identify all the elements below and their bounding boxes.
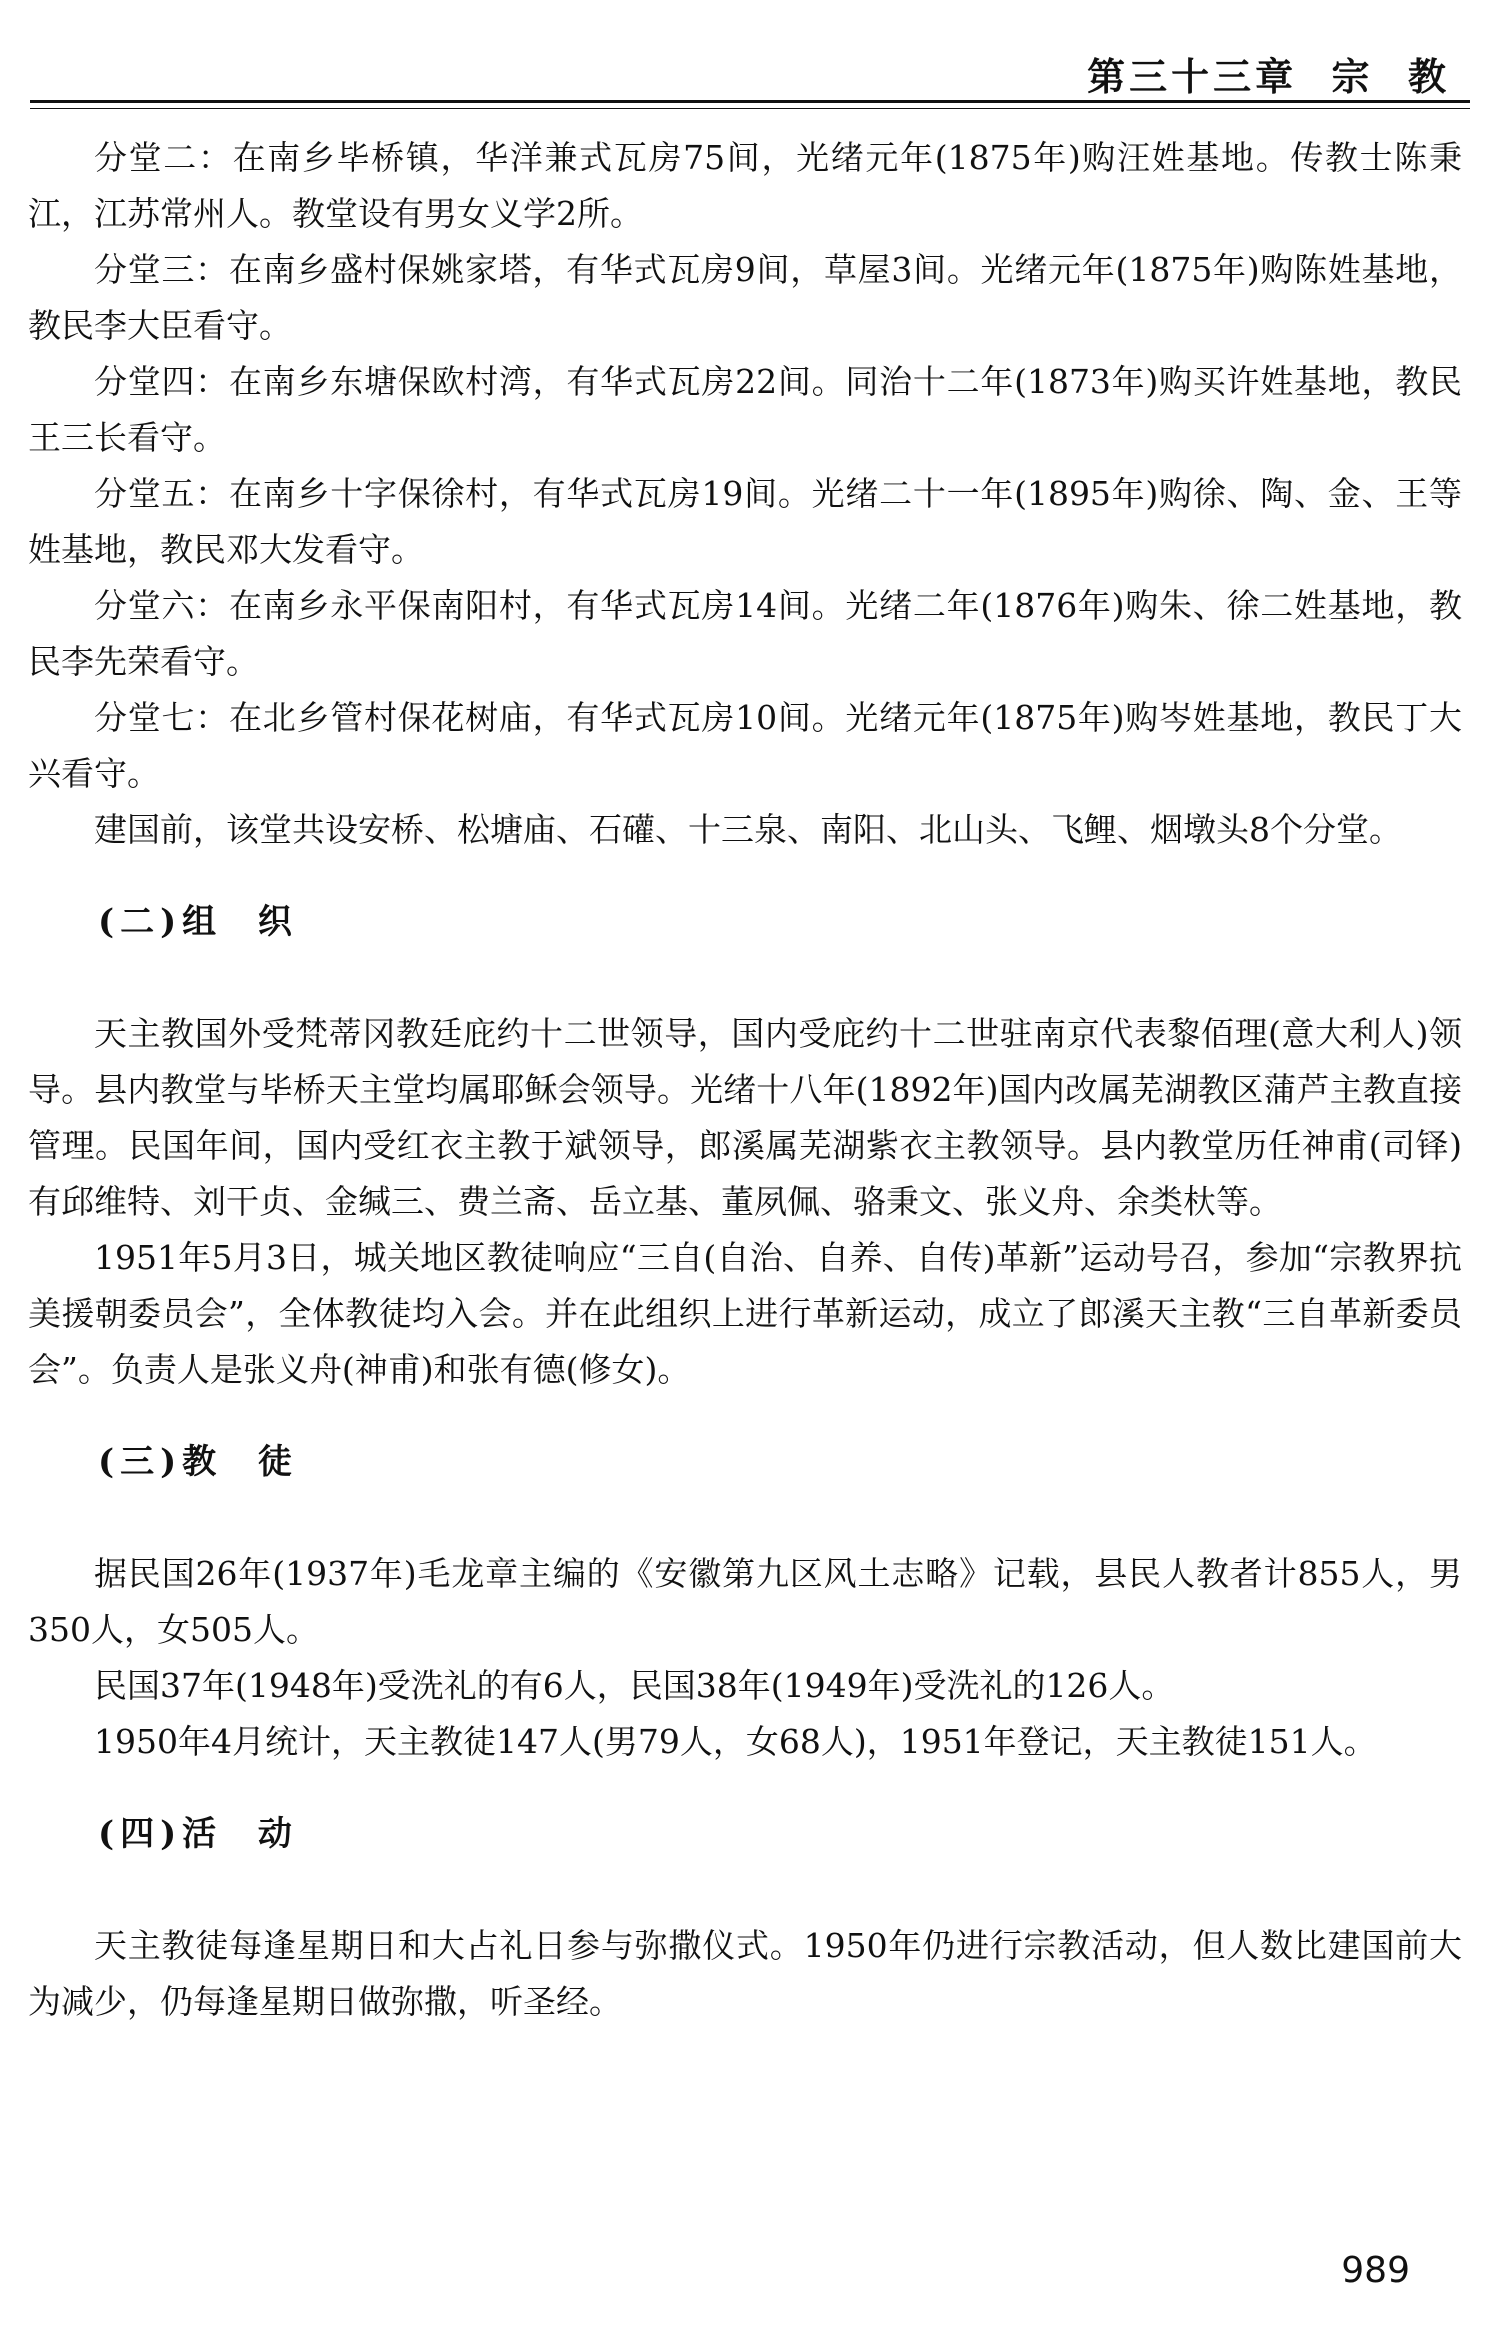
- page-body: [28, 130, 1462, 2030]
- section-heading-organization: (二)组 织: [98, 902, 298, 942]
- chapter-title: 第三十三章 宗 教: [1087, 54, 1450, 99]
- paragraph: 分堂五：在南乡十字保徐村，有华式瓦房19间。光绪二十一年(1895年)购徐、陶、金、王等姓基地，教民邓大发看守。: [28, 474, 1462, 569]
- paragraph: 天主教国外受梵蒂冈教廷庇约十二世领导，国内受庇约十二世驻南京代表黎佰理(意大利人)领导。县内教堂与毕桥天主堂均属耶稣会领导。光绪十八年(1892年)国内改属芜湖教区蒲芦主教直接管理。民国年间，国内受红衣主教于斌领导，郎溪属芜湖紫衣主教领导。县内教堂历任神甫(司铎)有邱维特、刘干贞、金缄三、费兰斋、岳立基、董夙佩、骆秉文、张义舟、余类杕等。: [28, 1014, 1462, 1221]
- paragraph: 分堂四：在南乡东塘保欧村湾，有华式瓦房22间。同治十二年(1873年)购买许姓基地，教民王三长看守。: [28, 362, 1462, 457]
- paragraph: 天主教徒每逢星期日和大占礼日参与弥撒仪式。1950年仍进行宗教活动，但人数比建国前大为减少，仍每逢星期日做弥撒，听圣经。: [28, 1926, 1462, 2021]
- header-rule-thick: [30, 100, 1470, 103]
- section-heading-activities: (四)活 动: [98, 1814, 298, 1854]
- paragraph: 1951年5月3日，城关地区教徒响应“三自(自治、自养、自传)革新”运动号召，参加“宗教界抗美援朝委员会”，全体教徒均入会。并在此组织上进行革新运动，成立了郎溪天主教“三自革新委员会”。负责人是张义舟(神甫)和张有德(修女)。: [28, 1238, 1462, 1389]
- header-rule-thin: [30, 108, 1470, 109]
- paragraph: 分堂七：在北乡管村保花树庙，有华式瓦房10间。光绪元年(1875年)购岑姓基地，教民丁大兴看守。: [28, 698, 1462, 793]
- page-header: [30, 40, 1470, 100]
- paragraph: 民国37年(1948年)受洗礼的有6人，民国38年(1949年)受洗礼的126人。: [94, 1666, 1175, 1705]
- paragraph: 分堂二：在南乡毕桥镇，华洋兼式瓦房75间，光绪元年(1875年)购汪姓基地。传教士陈秉江，江苏常州人。教堂设有男女义学2所。: [28, 138, 1462, 233]
- page-number: 989: [1341, 2250, 1410, 2291]
- paragraph: 1950年4月统计，天主教徒147人(男79人，女68人)，1951年登记，天主教徒151人。: [94, 1722, 1377, 1761]
- paragraph: 分堂三：在南乡盛村保姚家塔，有华式瓦房9间，草屋3间。光绪元年(1875年)购陈姓基地，教民李大臣看守。: [28, 250, 1462, 345]
- section-heading-believers: (三)教 徒: [98, 1442, 298, 1482]
- paragraph: 建国前，该堂共设安桥、松塘庙、石礶、十三泉、南阳、北山头、飞鲤、烟墩头8个分堂。: [94, 810, 1402, 849]
- paragraph: 据民国26年(1937年)毛龙章主编的《安徽第九区风土志略》记载，县民人教者计855人，男350人，女505人。: [28, 1554, 1462, 1649]
- paragraph: 分堂六：在南乡永平保南阳村，有华式瓦房14间。光绪二年(1876年)购朱、徐二姓基地，教民李先荣看守。: [28, 586, 1462, 681]
